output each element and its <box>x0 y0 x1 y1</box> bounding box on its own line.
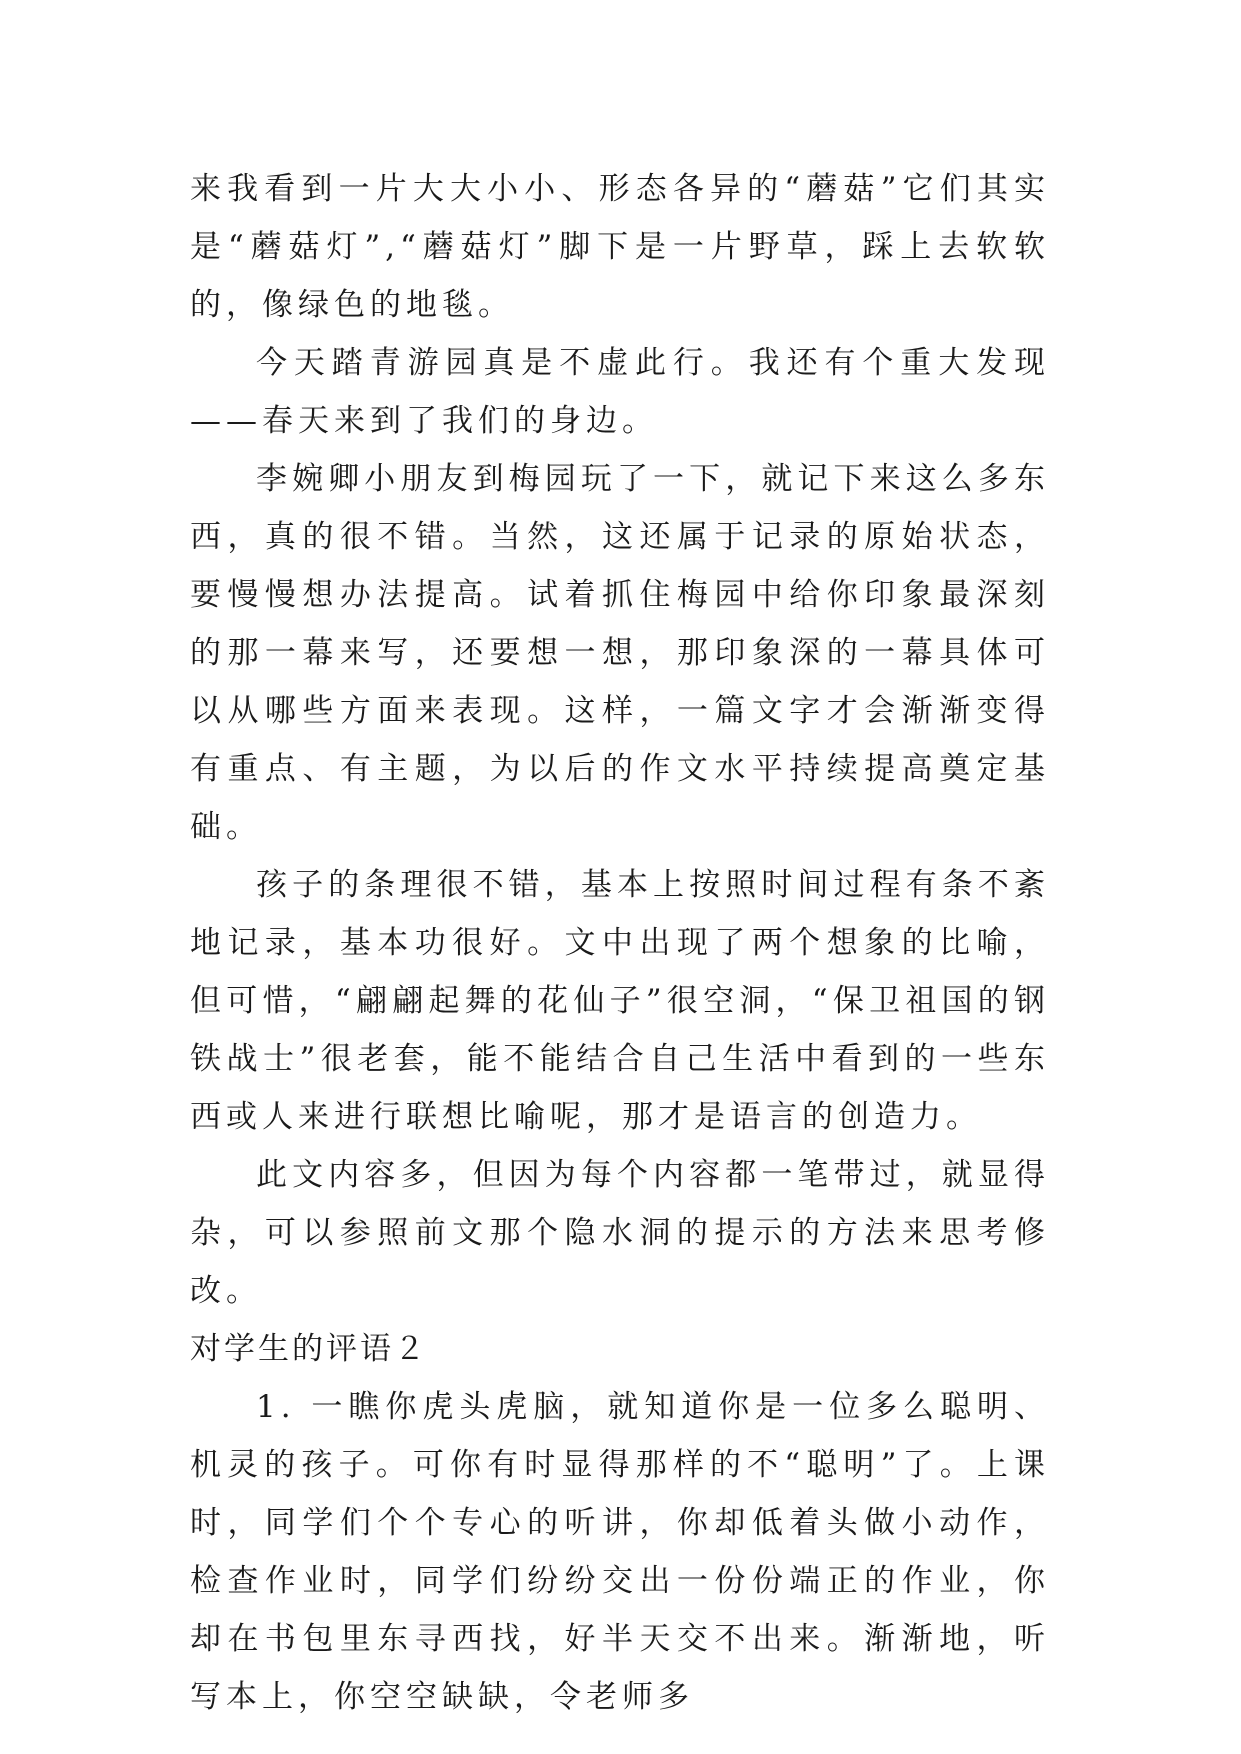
paragraph-mushroom-lights: 来我看到一片大大小小、形态各异的“蘑菇”它们其实是“蘑菇灯”,“蘑菇灯”脚下是一片野草，踩上去软软的，像绿色的地毯。 <box>190 171 1050 323</box>
document-page <box>190 160 1050 1726</box>
section-heading: 对学生的评语２ <box>190 1331 428 1367</box>
paragraph-comment-plum-garden: 李婉卿小朋友到梅园玩了一下，就记下来这么多东西，真的很不错。当然，这还属于记录的原始状态，要慢慢想办法提高。试着抓住梅园中给你印象最深刻的那一幕来写，还要想一想，那印象深的一幕具体可以从哪些方面来表现。这样，一篇文字才会渐渐变得有重点、有主题，为以后的作文水平持续提高奠定基础。 <box>190 461 1050 845</box>
paragraph-comment-content: 此文内容多，但因为每个内容都一笔带过，就显得杂，可以参照前文那个隐水洞的提示的方法来思考修改。 <box>190 1157 1050 1309</box>
paragraph-spring-discovery: 今天踏青游园真是不虚此行。我还有个重大发现——春天来到了我们的身边。 <box>190 345 1050 439</box>
paragraph-comment-structure: 孩子的条理很不错，基本上按照时间过程有条不紊地记录，基本功很好。文中出现了两个想象的比喻，但可惜，“翩翩起舞的花仙子”很空洞，“保卫祖国的钢铁战士”很老套，能不能结合自己生活中看到的一些东西或人来进行联想比喻呢，那才是语言的创造力。 <box>190 867 1050 1135</box>
paragraph-comment-item-1: 1. 一瞧你虎头虎脑，就知道你是一位多么聪明、机灵的孩子。可你有时显得那样的不“聪明”了。上课时，同学们个个专心的听讲，你却低着头做小动作，检查作业时，同学们纷纷交出一份份端正的作业，你却在书包里东寻西找，好半天交不出来。渐渐地，听写本上，你空空缺缺，令老师多 <box>190 1389 1050 1715</box>
